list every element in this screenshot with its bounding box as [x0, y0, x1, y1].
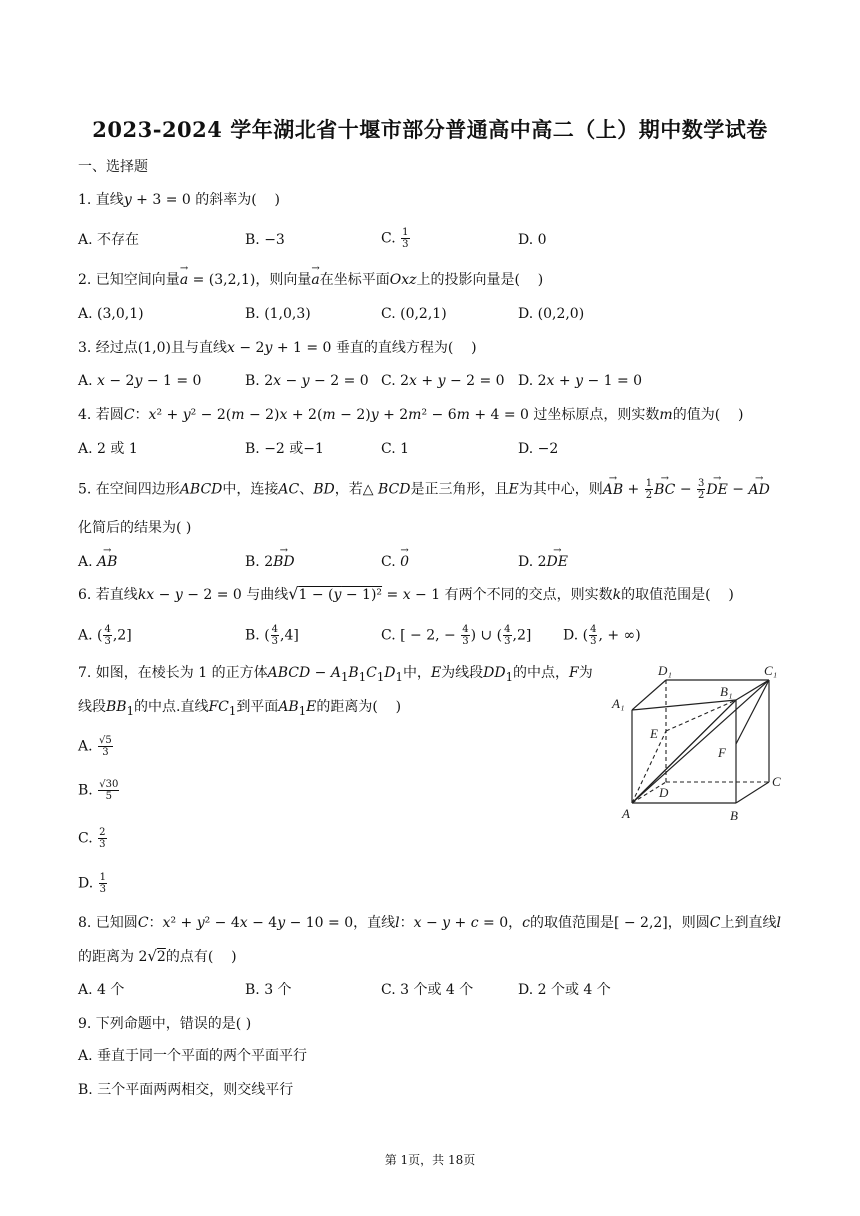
question-1-stem: 1. 直线y + 3 = 0 的斜率为( ): [78, 192, 280, 208]
q3-option-a[interactable]: A. x − 2y − 1 = 0: [78, 373, 202, 389]
line-ac1: [632, 680, 769, 803]
exam-title: 2023-2024 学年湖北省十堰市部分普通高中高二（上）期中数学试卷: [92, 117, 768, 142]
label-b1: B₁: [720, 684, 733, 699]
label-d: D: [659, 785, 669, 800]
q9-option-a[interactable]: A. 垂直于同一个平面的两个平面平行: [78, 1048, 308, 1064]
q1-option-c[interactable]: C. $\frac{1}{3}$: [381, 227, 409, 250]
edge-bc: [736, 782, 769, 803]
q3-option-b[interactable]: B. 2x − y − 2 = 0: [245, 373, 369, 389]
q7-option-d[interactable]: D. $\frac{1}{3}$: [78, 872, 107, 895]
q6-option-d[interactable]: D. ( $\frac{4}{3}$ , + ∞): [563, 624, 641, 647]
question-3-stem: 3. 经过点(1,0)且与直线x − 2y + 1 = 0 垂直的直线方程为( ): [78, 340, 477, 356]
q4-option-b[interactable]: B. −2 或−1: [245, 441, 324, 457]
label-c1: C₁: [764, 663, 778, 678]
question-5-stem: 5. 在空间四边形ABCD中，连接AC、BD，若△ BCD是正三角形，且E为其中心，则→ AB + $\frac{1}{2}$ → BC − $\frac{3}{2}$ → DE − → AD: [78, 478, 770, 501]
label-a: A: [622, 806, 630, 821]
q7-option-a[interactable]: A. $\frac{√5}{3}$: [78, 735, 112, 758]
q6-option-c[interactable]: C. [ − 2, − $\frac{4}{3}$ ) ∪ ( $\frac{4}{3}$ ,2]: [381, 624, 532, 647]
q2-option-c[interactable]: C. (0,2,1): [381, 306, 447, 322]
edge-a1b1: [632, 700, 736, 710]
label-f: F: [718, 745, 726, 760]
question-4-stem: 4. 若圆C：x² + y² − 2(m − 2)x + 2(m − 2)y + 2m² − 6m + 4 = 0 过坐标原点，则实数m的值为( ): [78, 407, 744, 423]
question-5-stem-cont: 化简后的结果为( ): [78, 520, 192, 536]
label-a1: A₁: [612, 696, 625, 711]
question-7-stem-cont: 线段$BB_1$的中点.直线$FC_1$到平面$AB_1E$的距离为( ): [78, 699, 402, 718]
q3-option-c[interactable]: C. 2x + y − 2 = 0: [381, 373, 505, 389]
q9-option-b[interactable]: B. 三个平面两两相交，则交线平行: [78, 1082, 294, 1098]
label-e: E: [650, 726, 658, 741]
q3-option-d[interactable]: D. 2x + y − 1 = 0: [518, 373, 643, 389]
q5-option-c[interactable]: C. → 0: [381, 553, 409, 571]
q1-option-a[interactable]: A. 不存在: [78, 232, 140, 248]
q6-option-a[interactable]: A. ( $\frac{4}{3}$ ,2]: [78, 624, 132, 647]
label-c: C: [772, 774, 781, 789]
q2-option-a[interactable]: A. (3,0,1): [78, 306, 144, 322]
q5-option-a[interactable]: A. → AB: [78, 553, 117, 571]
question-6-stem: 6. 若直线kx − y − 2 = 0 与曲线√1 − (y − 1)² = x − 1 有两个不同的交点，则实数k的取值范围是( ): [78, 584, 734, 603]
q5-option-d[interactable]: D. 2→ DE: [518, 553, 568, 571]
q1-option-b[interactable]: B. −3: [245, 232, 285, 248]
q4-option-c[interactable]: C. 1: [381, 441, 410, 457]
label-d1: D₁: [658, 663, 672, 678]
q8-option-d[interactable]: D. 2 个或 4 个: [518, 982, 611, 998]
edge-a1d1: [632, 680, 666, 710]
q4-option-d[interactable]: D. −2: [518, 441, 559, 457]
question-2-stem: 2. 已知空间向量→ a = (3,2,1)，则向量→ a在坐标平面Oxz上的投影向量是( ): [78, 271, 543, 289]
question-8-stem-cont: 的距离为 2√2的点有( ): [78, 947, 237, 965]
q2-option-b[interactable]: B. (1,0,3): [245, 306, 311, 322]
line-eb1: [666, 700, 736, 731]
cube-figure: [604, 660, 784, 825]
page-footer: 第 1页，共 18页: [384, 1153, 476, 1167]
question-9-stem: 9. 下列命题中，错误的是( ): [78, 1016, 252, 1032]
q2-option-d[interactable]: D. (0,2,0): [518, 306, 585, 322]
section-heading: 一、选择题: [78, 159, 148, 175]
q1-option-d[interactable]: D. 0: [518, 232, 547, 248]
q4-option-a[interactable]: A. 2 或 1: [78, 441, 138, 457]
question-8-stem: 8. 已知圆C：x² + y² − 4x − 4y − 10 = 0，直线l：x − y + c = 0，c的取值范围是[ − 2,2]，则圆C上到直线l: [78, 915, 781, 931]
question-7-stem: 7. 如图，在棱长为 1 的正方体ABCD − $A_1B_1C_1D_1$中，E为线段$DD_1$的中点，F为: [78, 665, 593, 684]
q7-option-b[interactable]: B. $\frac{√30}{5}$: [78, 779, 119, 802]
q8-option-b[interactable]: B. 3 个: [245, 982, 292, 998]
q8-option-a[interactable]: A. 4 个: [78, 982, 125, 998]
q7-option-c[interactable]: C. $\frac{2}{3}$: [78, 827, 106, 850]
q5-option-b[interactable]: B. 2→ BD: [245, 553, 295, 571]
label-b: B: [730, 808, 738, 823]
q6-option-b[interactable]: B. ( $\frac{4}{3}$ ,4]: [245, 624, 299, 647]
q8-option-c[interactable]: C. 3 个或 4 个: [381, 982, 474, 998]
